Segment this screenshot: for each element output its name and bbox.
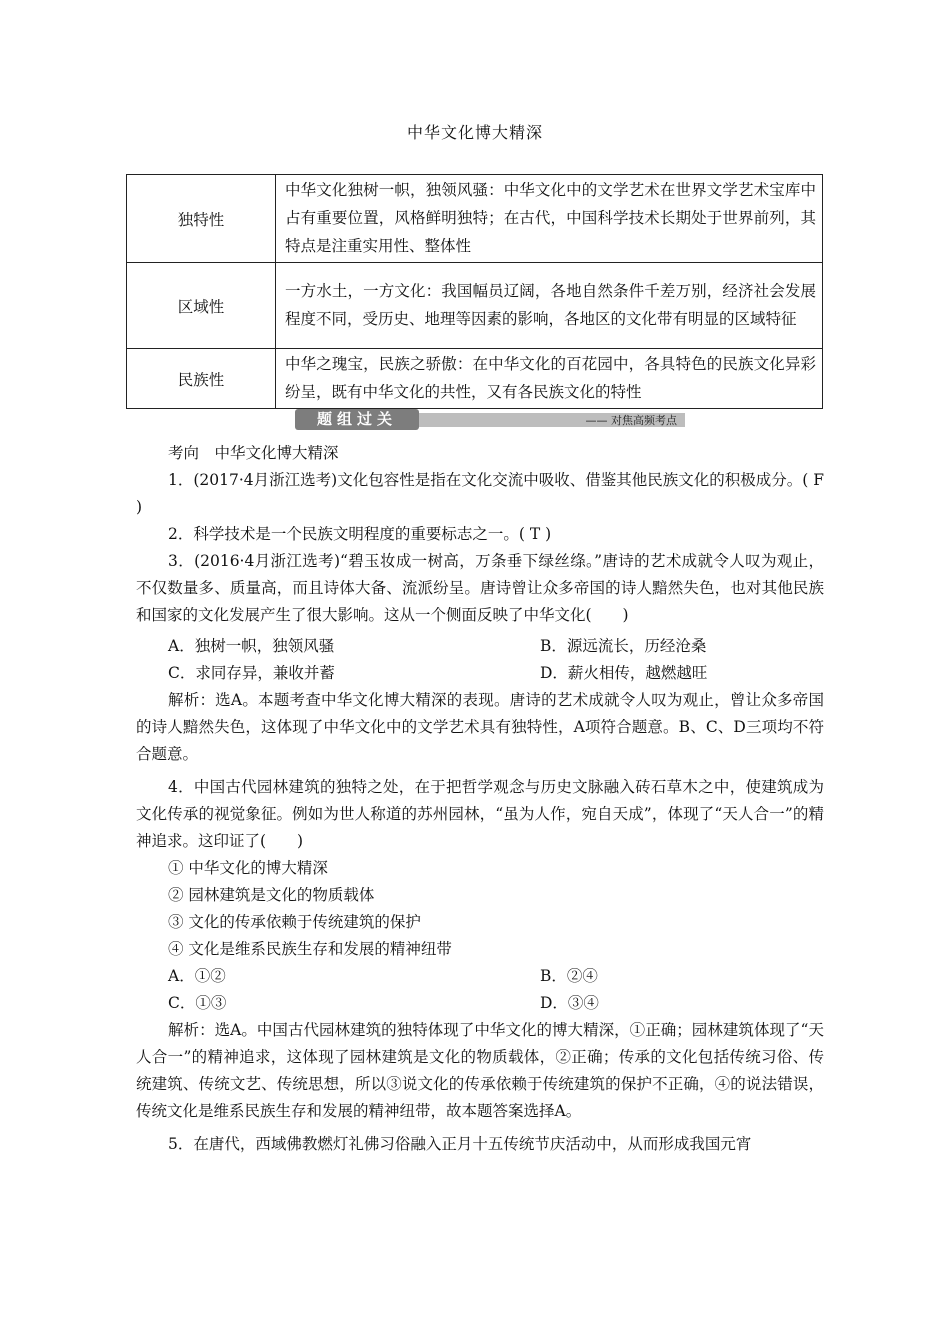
question-3-stem: 3．(2016·4月浙江选考)“碧玉妆成一树高，万条垂下绿丝绦。”唐诗的艺术成就令人叹为观止，不仅数量多、质量高，而且诗体大备、流派纷呈。唐诗曾让众多帝国的诗人黯然失色，也对其他民族和国家的文化发展产生了很大影响。这从一个侧面反映了中华文化( ) — [136, 552, 824, 624]
statement-item: ④ 文化是维系民族生存和发展的精神纽带 — [168, 940, 452, 958]
table-value: 中华文化独树一帜，独领风骚：中华文化中的文学艺术在世界文学艺术宝库中占有重要位置，风格鲜明独特；在古代，中国科学技术长期处于世界前列，其特点是注重实用性、整体性 — [276, 175, 823, 263]
section-heading: 考向 中华文化博大精深 — [168, 444, 339, 462]
question-4-stem: 4．中国古代园林建筑的独特之处，在于把哲学观念与历史文脉融入砖石草木之中，使建筑成为文化传承的视觉象征。例如为世人称道的苏州园林，“虽为人作，宛自天成”，体现了“天人合一”的精神追求。这印证了( ) — [136, 778, 824, 850]
question-1: 1．(2017·4月浙江选考)文化包容性是指在文化交流中吸收、借鉴其他民族文化的积极成分。( F ) — [136, 471, 824, 516]
option-c: C．①③ — [168, 994, 227, 1012]
table-key: 区域性 — [127, 263, 276, 349]
page-title: 中华文化博大精深 — [406, 123, 543, 142]
option-b: B．②④ — [540, 967, 598, 985]
banner-subtitle: —— 对焦高频考点 — [585, 414, 677, 427]
statement-item: ① 中华文化的博大精深 — [168, 859, 328, 877]
banner-label: 题组过关 — [295, 409, 419, 430]
table-key: 民族性 — [127, 349, 276, 409]
table-value: 中华之瑰宝，民族之骄傲：在中华文化的百花园中，各具特色的民族文化异彩纷呈，既有中华文化的共性，又有各民族文化的特性 — [276, 349, 823, 409]
question-3-analysis: 解析：选A。本题考查中华文化博大精深的表现。唐诗的艺术成就令人叹为观止，曾让众多帝国的诗人黯然失色，这体现了中华文化中的文学艺术具有独特性，A项符合题意。B、C、D三项均不符合题意。 — [136, 691, 824, 763]
question-5-stem: 5．在唐代，西域佛教燃灯礼佛习俗融入正月十五传统节庆活动中，从而形成我国元宵 — [168, 1135, 752, 1153]
option-a: A．独树一帜，独领风骚 — [168, 637, 335, 655]
question-2: 2．科学技术是一个民族文明程度的重要标志之一。( T ) — [168, 525, 552, 543]
table-key: 独特性 — [127, 175, 276, 263]
table-row — [127, 349, 823, 409]
question-4-analysis: 解析：选A。中国古代园林建筑的独特体现了中华文化的博大精深，①正确；园林建筑体现了“天人合一”的精神追求，这体现了园林建筑是文化的物质载体，②正确；传承的文化包括传统习俗、传统建筑、传统文艺、传统思想，所以③说文化的传承依赖于传统建筑的保护不正确，④的说法错误，传统文化是维系民族生存和发展的精神纽带，故本题答案选择A。 — [136, 1021, 824, 1120]
summary-table — [126, 174, 823, 409]
exercise-body — [136, 440, 824, 1158]
question-4-options-row — [136, 963, 824, 990]
option-a: A．①② — [168, 967, 226, 985]
question-3-options-row — [136, 660, 824, 687]
option-c: C．求同存异，兼收并蓄 — [168, 664, 335, 682]
option-b: B．源远流长，历经沧桑 — [540, 637, 707, 655]
option-d: D．薪火相传，越燃越旺 — [540, 664, 708, 682]
question-3-options-row — [136, 633, 824, 660]
table-row — [127, 263, 823, 349]
option-d: D．③④ — [540, 994, 599, 1012]
statement-item: ③ 文化的传承依赖于传统建筑的保护 — [168, 913, 421, 931]
table-value: 一方水土，一方文化：我国幅员辽阔，各地自然条件千差万别，经济社会发展程度不同，受历史、地理等因素的影响，各地区的文化带有明显的区域特征 — [276, 263, 823, 349]
question-4-options-row — [136, 990, 824, 1017]
section-banner — [275, 409, 685, 431]
statement-item: ② 园林建筑是文化的物质载体 — [168, 886, 375, 904]
table-row — [127, 175, 823, 263]
